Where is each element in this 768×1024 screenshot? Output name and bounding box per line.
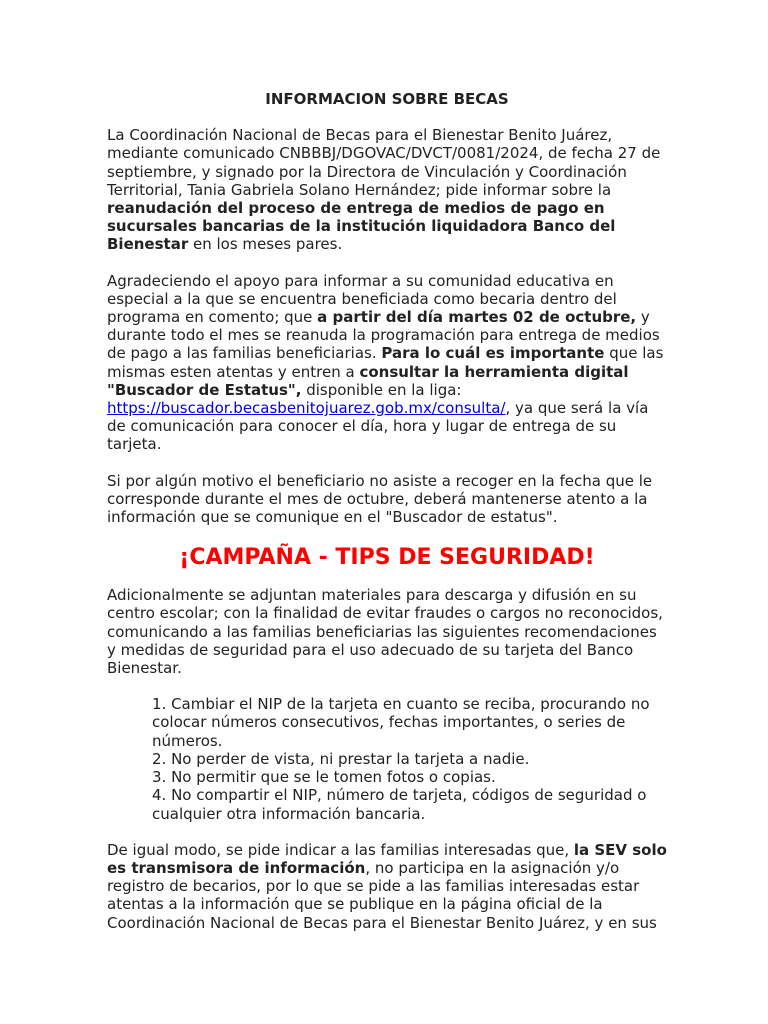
security-tip-3: 3. No permitir que se le tomen fotos o copias. [152, 768, 496, 787]
sev-bold-transmitter: la SEV solo es transmisora de información [107, 840, 667, 877]
schedule-bold-date: a partir del día martes 02 de octubre, [317, 308, 637, 327]
paragraph-sev-notice [107, 841, 667, 932]
security-tip-1: 1. Cambiar el NIP de la tarjeta en cuanto se reciba, procurando no colocar números consecutivos, fechas importantes, o series de números. [152, 695, 650, 750]
schedule-text-2: y durante todo el mes se reanuda la programación para entrega de medios de pago a las familias beneficiarias. [107, 308, 660, 363]
schedule-bold-tool: consultar la herramienta digital "Buscador de Estatus", [107, 362, 629, 399]
intro-text-end: en los meses pares. [188, 235, 343, 254]
security-tip-4: 4. No compartir el NIP, número de tarjeta, códigos de seguridad o cualquier otra información bancaria. [152, 786, 647, 823]
security-tip-2: 2. No perder de vista, ni prestar la tarjeta a nadie. [152, 749, 530, 768]
schedule-bold-important: Para lo cuál es importante [381, 344, 605, 363]
campaign-heading: ¡CAMPAÑA - TIPS DE SEGURIDAD! [179, 545, 595, 571]
document-body [107, 90, 667, 950]
schedule-text-3: que las mismas esten atentas y entren a [107, 344, 664, 381]
sev-text-end: , no participa en la asignación y/o registro de becarios, por lo que se pide a las familias interesadas estar atentas a la información que se publique en la página oficial de la Coordinación Nacional de Becas para el Bienestar Benito Juárez, y en sus [107, 858, 657, 932]
paragraph-schedule [107, 272, 667, 454]
schedule-text-5: , ya que será la vía de comunicación para conocer el día, hora y lugar de entrega de su tarjeta. [107, 399, 649, 454]
schedule-text-1: Agradeciendo el apoyo para informar a su comunidad educativa en especial a la que se encuentra beneficiada como becaria dentro del programa en comento; que [107, 271, 617, 327]
document-title: INFORMACION SOBRE BECAS [265, 90, 509, 108]
paragraph-intro [107, 126, 667, 253]
schedule-text-4: disponible en la liga: [301, 380, 462, 399]
intro-bold-resumption: reanudación del proceso de entrega de medios de pago en sucursales bancarias de la institución liquidadora Banco del Bienestar [107, 199, 616, 254]
buscador-link[interactable]: https://buscador.becasbenitojuarez.gob.mx/consulta/ [107, 399, 506, 418]
security-tips-list [107, 695, 667, 822]
paragraph-materials: Adicionalmente se adjuntan materiales para descarga y difusión en su centro escolar; con la finalidad de evitar fraudes o cargos no reconocidos, comunicando a las familias beneficiarias las siguientes recomendaciones y medidas de seguridad para el uso adecuado de su tarjeta del Banco Bienestar. [107, 586, 663, 678]
intro-text-start: La Coordinación Nacional de Becas para el Bienestar Benito Juárez, mediante comunicado CNBBBJ/DGOVAC/DVCT/0081/2024, de fecha 27 de septiembre, y signado por la Directora de Vinculación y Coordinación Territorial, Tania Gabriela Solano Hernández; pide informar sobre la [107, 126, 661, 199]
paragraph-absence: Si por algún motivo el beneficiario no asiste a recoger en la fecha que le corresponde durante el mes de octubre, deberá mantenerse atento a la información que se comunique en el "Buscador de estatus". [107, 471, 653, 527]
sev-text-start: De igual modo, se pide indicar a las familias interesadas que, [107, 840, 574, 859]
